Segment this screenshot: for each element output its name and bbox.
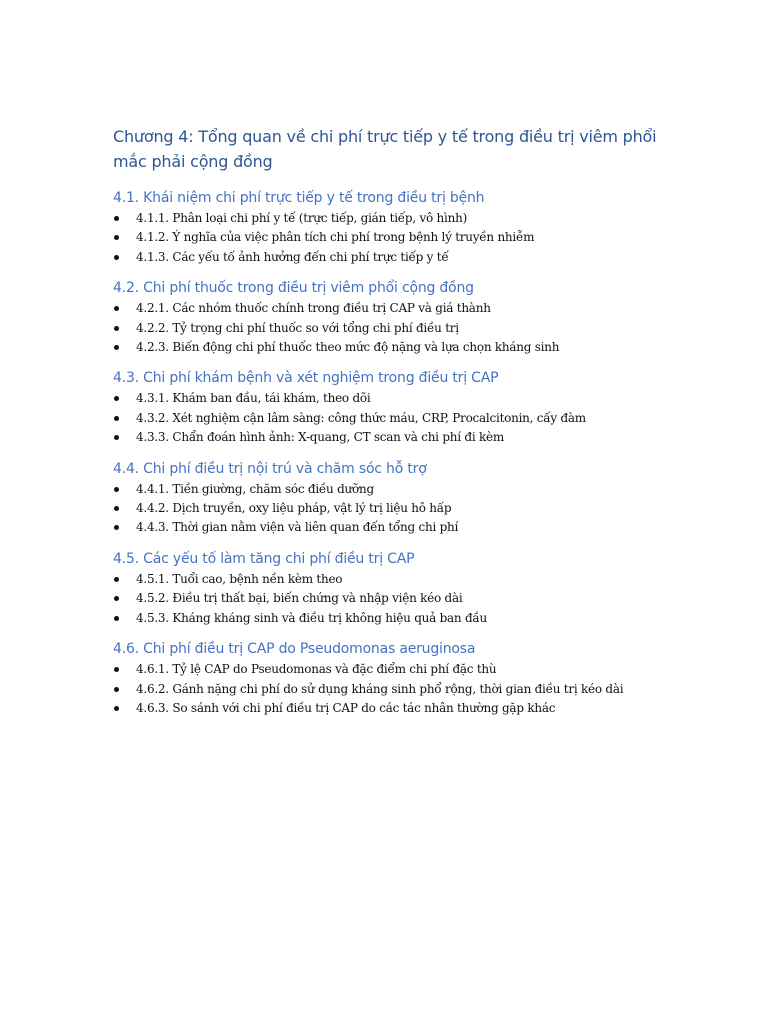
list-item — [113, 338, 673, 357]
list-item-text: 4.1.3. Các yếu tố ảnh hưởng đến chi phí trực tiếp y tế — [136, 249, 449, 264]
section-2 — [113, 278, 673, 357]
section-heading: 4.1. Khái niệm chi phí trực tiếp y tế trong điều trị bệnh — [113, 190, 485, 206]
bullet-icon — [114, 596, 119, 601]
list-item — [113, 499, 673, 518]
bullet-icon — [114, 216, 119, 221]
bullet-icon — [114, 667, 119, 672]
list-item-text: 4.3.3. Chẩn đoán hình ảnh: X-quang, CT scan và chi phí đi kèm — [136, 430, 504, 445]
list-item — [113, 518, 673, 537]
list-item — [113, 699, 673, 718]
list-item-text: 4.4.2. Dịch truyền, oxy liệu pháp, vật lý trị liệu hô hấp — [136, 501, 452, 516]
list-item — [113, 248, 673, 267]
list-item-text: 4.1.2. Ý nghĩa của việc phân tích chi phí trong bệnh lý truyền nhiễm — [136, 230, 535, 245]
bullet-icon — [114, 506, 119, 511]
bullet-icon — [114, 435, 119, 440]
bullet-icon — [114, 235, 119, 240]
section-heading: 4.5. Các yếu tố làm tăng chi phí điều trị CAP — [113, 550, 415, 567]
bullet-icon — [114, 706, 119, 711]
list-item-text: 4.5.1. Tuổi cao, bệnh nền kèm theo — [136, 571, 343, 586]
bullet-list — [113, 660, 673, 718]
list-item-text: 4.6.3. So sánh với chi phí điều trị CAP do các tác nhân thường gặp khác — [136, 700, 556, 715]
list-item-text: 4.4.3. Thời gian nằm viện và liên quan đến tổng chi phí — [136, 520, 459, 535]
list-item-text: 4.3.1. Khám ban đầu, tái khám, theo dõi — [136, 391, 371, 406]
section-3 — [113, 368, 673, 447]
section-heading: 4.4. Chi phí điều trị nội trú và chăm sóc hỗ trợ — [113, 460, 427, 477]
list-item — [113, 680, 673, 699]
bullet-icon — [114, 326, 119, 331]
bullet-icon — [114, 416, 119, 421]
list-item-text: 4.5.3. Kháng kháng sinh và điều trị không hiệu quả ban đầu — [136, 610, 487, 625]
list-item — [113, 228, 673, 247]
list-item-text: 4.1.1. Phân loại chi phí y tế (trực tiếp, gián tiếp, vô hình) — [136, 211, 468, 225]
bullet-icon — [114, 687, 119, 692]
bullet-icon — [114, 396, 119, 401]
list-item-text: 4.2.3. Biến động chi phí thuốc theo mức độ nặng và lựa chọn kháng sinh — [136, 340, 560, 355]
list-item — [113, 299, 673, 318]
list-item — [113, 389, 673, 408]
list-item — [113, 660, 673, 679]
section-list — [113, 188, 673, 718]
document-page — [113, 124, 673, 729]
list-item — [113, 480, 673, 499]
bullet-icon — [114, 525, 119, 530]
chapter-title: Chương 4: Tổng quan về chi phí trực tiếp y tế trong điều trị viêm phổi mắc phải cộng đồng — [113, 127, 657, 171]
list-item-text: 4.6.2. Gánh nặng chi phí do sử dụng kháng sinh phổ rộng, thời gian điều trị kéo dài — [136, 681, 624, 696]
bullet-list — [113, 570, 673, 628]
list-item — [113, 319, 673, 338]
section-heading: 4.3. Chi phí khám bệnh và xét nghiệm trong điều trị CAP — [113, 370, 499, 387]
list-item-text: 4.4.1. Tiền giường, chăm sóc điều dưỡng — [136, 481, 374, 496]
section-6 — [113, 639, 673, 718]
bullet-icon — [114, 306, 119, 311]
list-item-text: 4.3.2. Xét nghiệm cận lâm sàng: công thức máu, CRP, Procalcitonin, cấy đàm — [136, 410, 586, 425]
list-item — [113, 589, 673, 608]
section-heading: 4.2. Chi phí thuốc trong điều trị viêm phổi cộng đồng — [113, 280, 474, 297]
bullet-icon — [114, 255, 119, 260]
list-item — [113, 409, 673, 428]
section-heading: 4.6. Chi phí điều trị CAP do Pseudomonas aeruginosa — [113, 641, 476, 658]
bullet-list — [113, 209, 673, 267]
bullet-list — [113, 389, 673, 447]
list-item — [113, 428, 673, 447]
section-1 — [113, 188, 673, 267]
list-item — [113, 609, 673, 628]
bullet-icon — [114, 577, 119, 582]
list-item-text: 4.5.2. Điều trị thất bại, biến chứng và nhập viện kéo dài — [136, 591, 463, 606]
bullet-list — [113, 480, 673, 538]
list-item — [113, 570, 673, 589]
bullet-list — [113, 299, 673, 357]
bullet-icon — [114, 616, 119, 621]
list-item-text: 4.2.1. Các nhóm thuốc chính trong điều trị CAP và giá thành — [136, 301, 491, 316]
section-5 — [113, 549, 673, 628]
list-item-text: 4.2.2. Tỷ trọng chi phí thuốc so với tổng chi phí điều trị — [136, 320, 459, 335]
bullet-icon — [114, 487, 119, 492]
section-4 — [113, 459, 673, 538]
bullet-icon — [114, 345, 119, 350]
list-item-text: 4.6.1. Tỷ lệ CAP do Pseudomonas và đặc điểm chi phí đặc thù — [136, 662, 497, 677]
list-item — [113, 209, 673, 228]
